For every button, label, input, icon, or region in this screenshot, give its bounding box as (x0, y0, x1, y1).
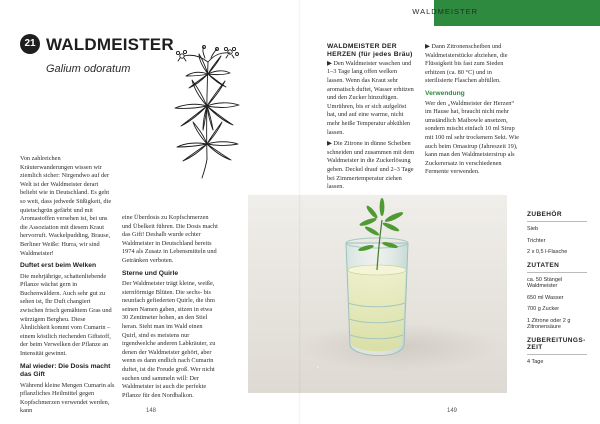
section-heading: Duftet erst beim Welken (20, 262, 97, 270)
recipe-title: WALDMEISTER DER HERZEN (für jedes Bräu) (327, 43, 413, 59)
section-heading: Sterne und Quirle (122, 269, 179, 277)
recipe-photo (248, 195, 507, 393)
chapter-title: WALDMEISTER (46, 35, 174, 54)
equipment-item: Sieb (527, 226, 539, 232)
page-number-left: 148 (146, 408, 157, 414)
recipe-column-2 (425, 43, 520, 181)
page-number-right: 149 (447, 408, 458, 414)
recipe-step: ▶ Den Waldmeister waschen und 1–3 Tage lang offen welken lassen. Wenn das Kraut sehr aromatisch duftet, Wasser erhitzen und den Zucker hinzufügen. Umrühren, bis er sich aufgelöst hat, und auf eine warme, nicht mehr heiße Temperatur abkühlen lassen. (327, 59, 414, 136)
equipment-heading: ZUBEHÖR (527, 211, 587, 222)
equipment-item: 2 x 0,5 l-Flasche (527, 249, 568, 255)
ingredient-item: 650 ml Wasser (527, 294, 564, 301)
running-header: WALDMEISTER (412, 7, 478, 16)
text-column-1 (20, 155, 115, 420)
glass-with-woodruff-image (248, 195, 507, 393)
recipe-step: ▶ Die Zitrone in dünne Scheiben schneiden und zusammen mit dem Waldmeister in die Zuckerlösung geben. Deckel drauf und 2–3 Tage bei Zimmertemperatur ziehen lassen. (327, 140, 415, 191)
text-column-2 (122, 214, 218, 404)
intro-paragraph: Von zahlreichen Kräuterwanderungen wissen wir ziemlich sicher: Nirgendwo auf der Welt ist der Waldmeister derart beliebt wie in Deutschland. Es geht so weit, dass jedwede Süßigkeit, die quietschgrün gefärbt und mit Aromastoffen versehen ist, bei uns die Assoziation mit diesem Kraut hervorruft. Wackelpudding, Brause, Berliner Weiße: Hurra, wir sind Waldmeister! (20, 155, 112, 257)
woodruff-illustration (160, 44, 270, 184)
paragraph: Die mehrjährige, schattenliebende Pflanze wächst gern in Buchenwäldern. Auch sehr gut zu sehen ist, Ihr Duft changiert zwischen frisch gemähtem Gras und würzigem Bergheu. Diese Ähnlichkeit kommt vom Cumarin – einem köstlich riechenden Giftstoff, der beim Verwelken der Pflanze an Intensität gewinnt. (20, 272, 112, 357)
paragraph: eine Überdosis zu Kopfschmerzen und Übelkeit führen. Die Dosis macht das Gift! Deshalb wurde echter Waldmeister in Deutschland bereits 1974 als Zusatz in Lebensmitteln und Getränken verboten. (122, 214, 218, 264)
equipment-item: Trichter (527, 237, 546, 244)
ingredient-item: ca. 50 Stängel Waldmeister (527, 276, 563, 289)
ingredient-item: 700 g Zucker (527, 306, 560, 312)
ingredient-item: 1 Zitrone oder 2 g Zitronensäure (527, 317, 571, 330)
latin-name: Galium odoratum (46, 63, 131, 75)
recipe-sidebar (527, 211, 587, 370)
recipe-column-1 (327, 43, 415, 195)
paragraph: Während kleine Mengen Cumarin als pflanzliches Heilmittel gegen Kopfschmerzen verwendet werden, kann (20, 381, 115, 415)
usage-text: Wer den „Waldmeister der Herzen“ im Hause hat, braucht nicht mehr umständlich Maibowle ansetzen, sondern mischt einfach 10 ml Sirup mit 100 ml sehr trockenem Sekt. Wie auch beim Omasirup (Jahreszeit 19), kann man den Waldmeistersirup als Zuckerersatz in verschiedenen Fermente verwenden. (425, 99, 519, 176)
usage-heading: Verwendung (425, 89, 465, 97)
section-heading: Mal wieder: Die Dosis macht das Gift (20, 362, 111, 379)
chapter-number-badge: 21 (20, 34, 40, 54)
recipe-step: ▶ Dann Zitronenscheiben und Waldmeisterstücke abziehen, die Flüssigkeit bis fast zum Sieden erhitzen (ca. 80 °C) und in sterilisierte Flaschen abfüllen. (425, 43, 508, 85)
paragraph: Der Waldmeister trägt kleine, weiße, sternförmige Blüten. Die sechs- bis neunfach gefiederten Quirle, die ihm seinen Namen gaben, sitzen in etwa 30 Zentimeter hohen, an den Stiel heran. Sieht man im Wald einen Quirl, sind es meistens nur irgendwelche anderen Labkräuter, zu denen der Waldmeister gehört, aber wenn es dann endlich nach Cumarin duftet, ist die Freude groß. Wer nicht suchen und sammeln will: Der Waldmeister ist auch die perfekte Pflanze für den Nordbalkon. (122, 280, 216, 399)
prep-time-value: 4 Tage (527, 358, 544, 365)
book-gutter (299, 0, 301, 424)
prep-time-heading: ZUBEREITUNGS-ZEIT (527, 337, 587, 355)
ingredients-heading: ZUTATEN (527, 262, 587, 273)
